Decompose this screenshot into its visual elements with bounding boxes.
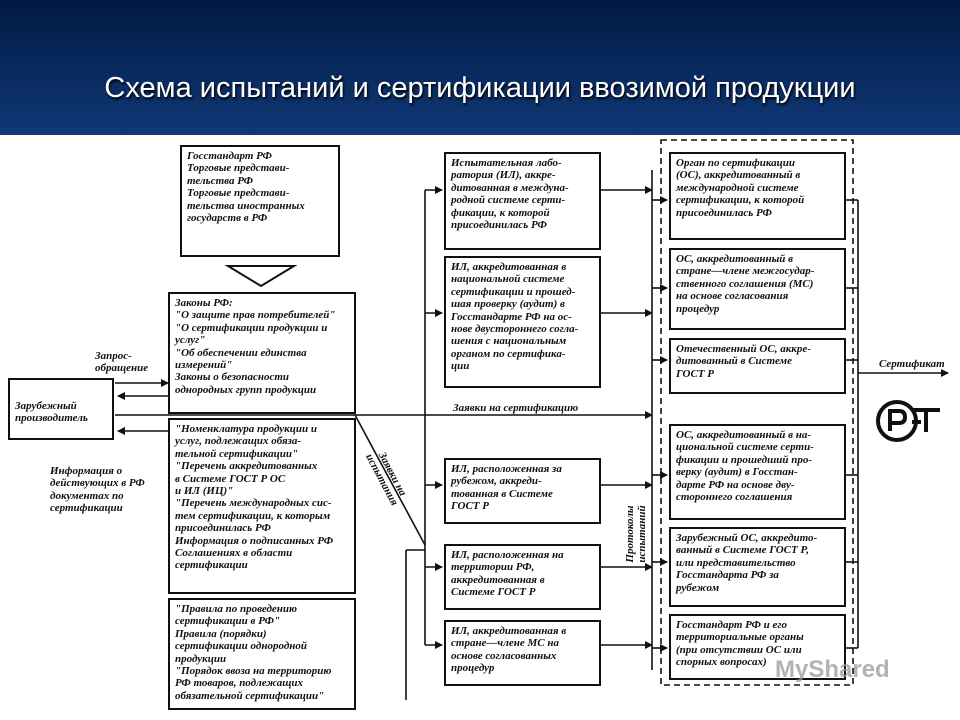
info-label: Информация о действующих в РФ документах по сертификации — [50, 465, 145, 515]
il-abroad-box: ИЛ, расположенная за рубежом, аккреди- тованная в Системе ГОСТ Р — [444, 458, 601, 524]
nomenclature-box: "Номенклатура продукции и услуг, подлежащих обяза- тельной сертификации" "Перечень аккредитованных в Системе ГОСТ Р ОС и ИЛ (ИЦ)" "Перечень международных сис- тем сертификации, к которым присоединилась РФ Информация о подписанных РФ Соглашениях в области сертификации — [168, 418, 356, 594]
certificate-label: Сертификат — [879, 358, 945, 370]
il-russia-box: ИЛ, расположенная на территории РФ, аккредитованная в Системе ГОСТ Р — [444, 544, 601, 610]
gosstandart-territorial-box: Госстандарт РФ и его территориальные органы (при отсутствии ОС или спорных вопросах) — [669, 614, 846, 680]
watermark: MyShared — [775, 656, 890, 683]
il-ms-box: ИЛ, аккредитованная в стране—члене МС на основе согласованных процедур — [444, 620, 601, 686]
il-international-box: Испытательная лабо- ратория (ИЛ), аккре- дитованная в междуна- родной системе серти- фикации, к которой присоединилась РФ — [444, 152, 601, 250]
rules-box: "Правила по проведению сертификации в РФ" Правила (порядки) сертификации однородной продукции "Порядок ввоза на территорию РФ товаров, подлежащих обязательной сертификации" — [168, 598, 356, 710]
applications-cert-label: Заявки на сертификацию — [453, 402, 579, 414]
os-ms-box: ОС, аккредитованный в стране—члене межгосудар- ственного соглашения (МС) на основе согласования процедур — [669, 248, 846, 330]
laws-box: Законы РФ: "О защите прав потребителей" "О сертификации продукции и услуг" "Об обеспечении единства измерений" Законы о безопасности однородных групп продукции — [168, 292, 356, 414]
foreign-producer-box: Зарубежный производитель — [8, 378, 114, 440]
os-international-box: Орган по сертификации (ОС), аккредитованный в международной системе сертификации, к которой присоединилась РФ — [669, 152, 846, 240]
os-national-box: ОС, аккредитованный в на- циональной системе серти- фикации и прошедший про- верку (аудит) в Госстан- дарте РФ на основе дву- стороннего соглашения — [669, 424, 846, 520]
os-foreign-box: Зарубежный ОС, аккредито- ванный в Системе ГОСТ Р, или представительство Госстандарта РФ за рубежом — [669, 527, 846, 607]
il-national-box: ИЛ, аккредитованная в национальной системе сертификации и прошед- шая проверку (аудит) в Госстандарте РФ на ос- нове двустороннего согла- шения с национальным органом по сертифика- ции — [444, 256, 601, 388]
svg-text:РСТ: РСТ — [874, 398, 876, 399]
request-label: Запрос- обращение — [95, 350, 149, 375]
applications-test-label: Заявки на испытания — [363, 450, 409, 508]
gosstandart-box: Госстандарт РФ Торговые представи- тельства РФ Торговые представи- тельства иностранных государств в РФ — [180, 145, 340, 257]
protocols-label: Протоколы испытаний — [624, 505, 648, 563]
page-title: Схема испытаний и сертификации ввозимой продукции — [104, 72, 856, 104]
os-domestic-box: Отечественный ОС, аккре- дитованный в Системе ГОСТ Р — [669, 338, 846, 394]
rst-mark-icon — [874, 398, 944, 444]
